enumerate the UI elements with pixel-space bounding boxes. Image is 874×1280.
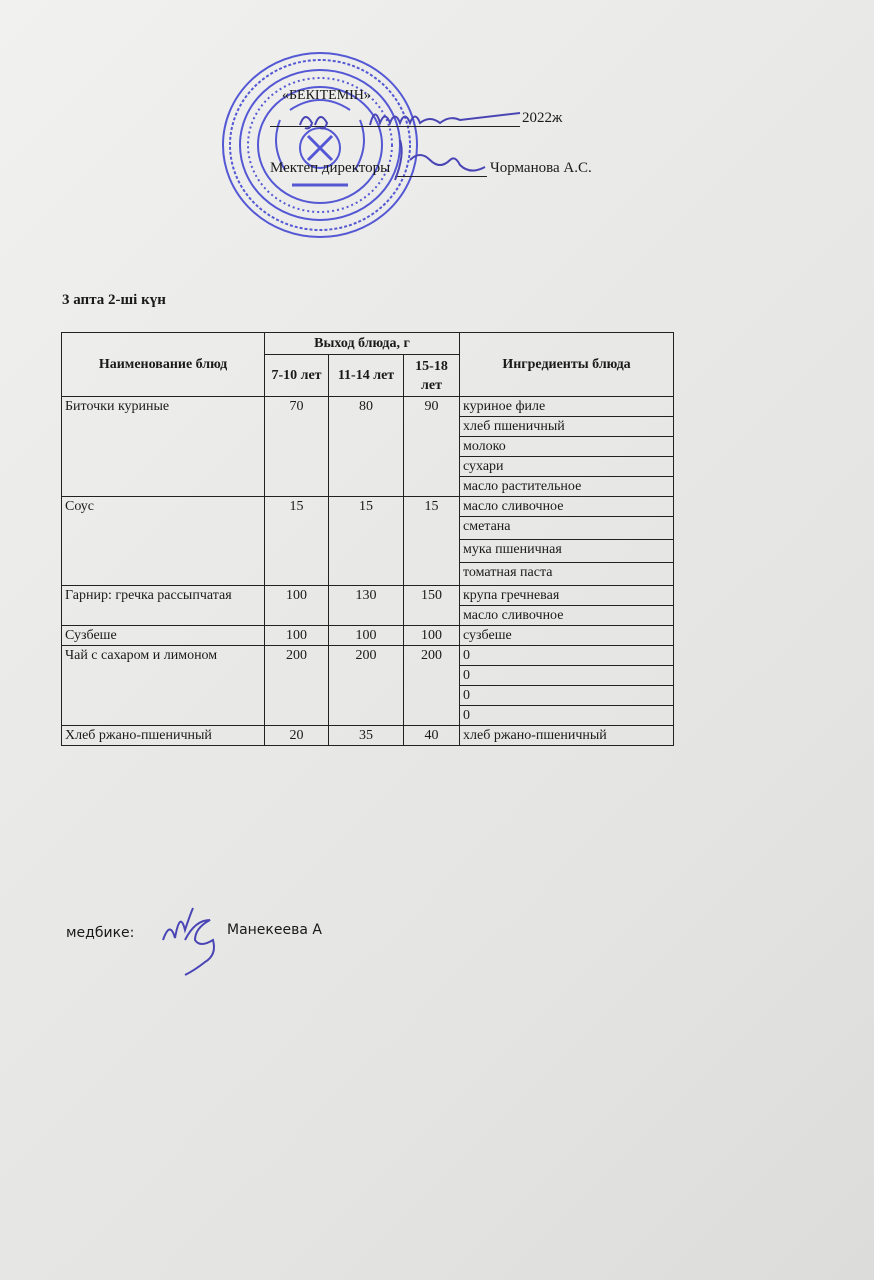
yield-7-10: 15 bbox=[265, 497, 329, 586]
nurse-signature-icon bbox=[155, 900, 225, 980]
approval-year: 2022ж bbox=[522, 110, 563, 126]
ingredient: сметана bbox=[460, 517, 674, 540]
yield-11-14: 200 bbox=[329, 646, 404, 726]
ingredient: сузбеше bbox=[460, 626, 674, 646]
header-age-11-14: 11-14 лет bbox=[329, 355, 404, 397]
ingredient: крупа гречневая bbox=[460, 586, 674, 606]
ingredient: куриное филе bbox=[460, 397, 674, 417]
yield-7-10: 100 bbox=[265, 626, 329, 646]
header-age-15-18: 15-18 лет bbox=[404, 355, 460, 397]
approval-title: «БЕКІТЕМІН» bbox=[282, 88, 371, 103]
nurse-label: медбике: bbox=[66, 925, 135, 941]
yield-15-18: 100 bbox=[404, 626, 460, 646]
header-age-7-10: 7-10 лет bbox=[265, 355, 329, 397]
official-stamp-icon bbox=[220, 50, 420, 240]
dish-name: Гарнир: гречка рассыпчатая bbox=[62, 586, 265, 626]
ingredient: мука пшеничная bbox=[460, 540, 674, 563]
yield-7-10: 200 bbox=[265, 646, 329, 726]
yield-11-14: 15 bbox=[329, 497, 404, 586]
ingredient: молоко bbox=[460, 437, 674, 457]
yield-15-18: 90 bbox=[404, 397, 460, 497]
ingredient: томатная паста bbox=[460, 563, 674, 586]
day-title: 3 апта 2-ші күн bbox=[62, 292, 166, 308]
ingredient: масло сливочное bbox=[460, 606, 674, 626]
ingredient: 0 bbox=[460, 706, 674, 726]
nurse-name: Манекеева А bbox=[227, 922, 322, 938]
director-name: Чорманова А.С. bbox=[490, 160, 592, 176]
yield-11-14: 130 bbox=[329, 586, 404, 626]
yield-11-14: 80 bbox=[329, 397, 404, 497]
ingredient: 0 bbox=[460, 646, 674, 666]
ingredient: сухари bbox=[460, 457, 674, 477]
yield-7-10: 20 bbox=[265, 726, 329, 746]
ingredient: хлеб пшеничный bbox=[460, 417, 674, 437]
dish-name: Чай с сахаром и лимоном bbox=[62, 646, 265, 726]
yield-15-18: 150 bbox=[404, 586, 460, 626]
dish-name: Сузбеше bbox=[62, 626, 265, 646]
header-ingredients: Ингредиенты блюда bbox=[460, 333, 674, 397]
yield-7-10: 70 bbox=[265, 397, 329, 497]
yield-11-14: 100 bbox=[329, 626, 404, 646]
director-signature-line bbox=[395, 160, 487, 177]
yield-7-10: 100 bbox=[265, 586, 329, 626]
date-line bbox=[270, 110, 520, 127]
ingredient: масло сливочное bbox=[460, 497, 674, 517]
menu-table bbox=[61, 332, 674, 746]
ingredient: 0 bbox=[460, 686, 674, 706]
dish-name: Соус bbox=[62, 497, 265, 586]
yield-15-18: 15 bbox=[404, 497, 460, 586]
yield-11-14: 35 bbox=[329, 726, 404, 746]
yield-15-18: 200 bbox=[404, 646, 460, 726]
director-label: Мектеп директоры bbox=[270, 160, 391, 176]
header-yield: Выход блюда, г bbox=[265, 333, 460, 355]
ingredient: 0 bbox=[460, 666, 674, 686]
dish-name: Биточки куриные bbox=[62, 397, 265, 497]
ingredient: масло растительное bbox=[460, 477, 674, 497]
ingredient: хлеб ржано-пшеничный bbox=[460, 726, 674, 746]
dish-name: Хлеб ржано-пшеничный bbox=[62, 726, 265, 746]
yield-15-18: 40 bbox=[404, 726, 460, 746]
header-dish-name: Наименование блюд bbox=[62, 333, 265, 397]
